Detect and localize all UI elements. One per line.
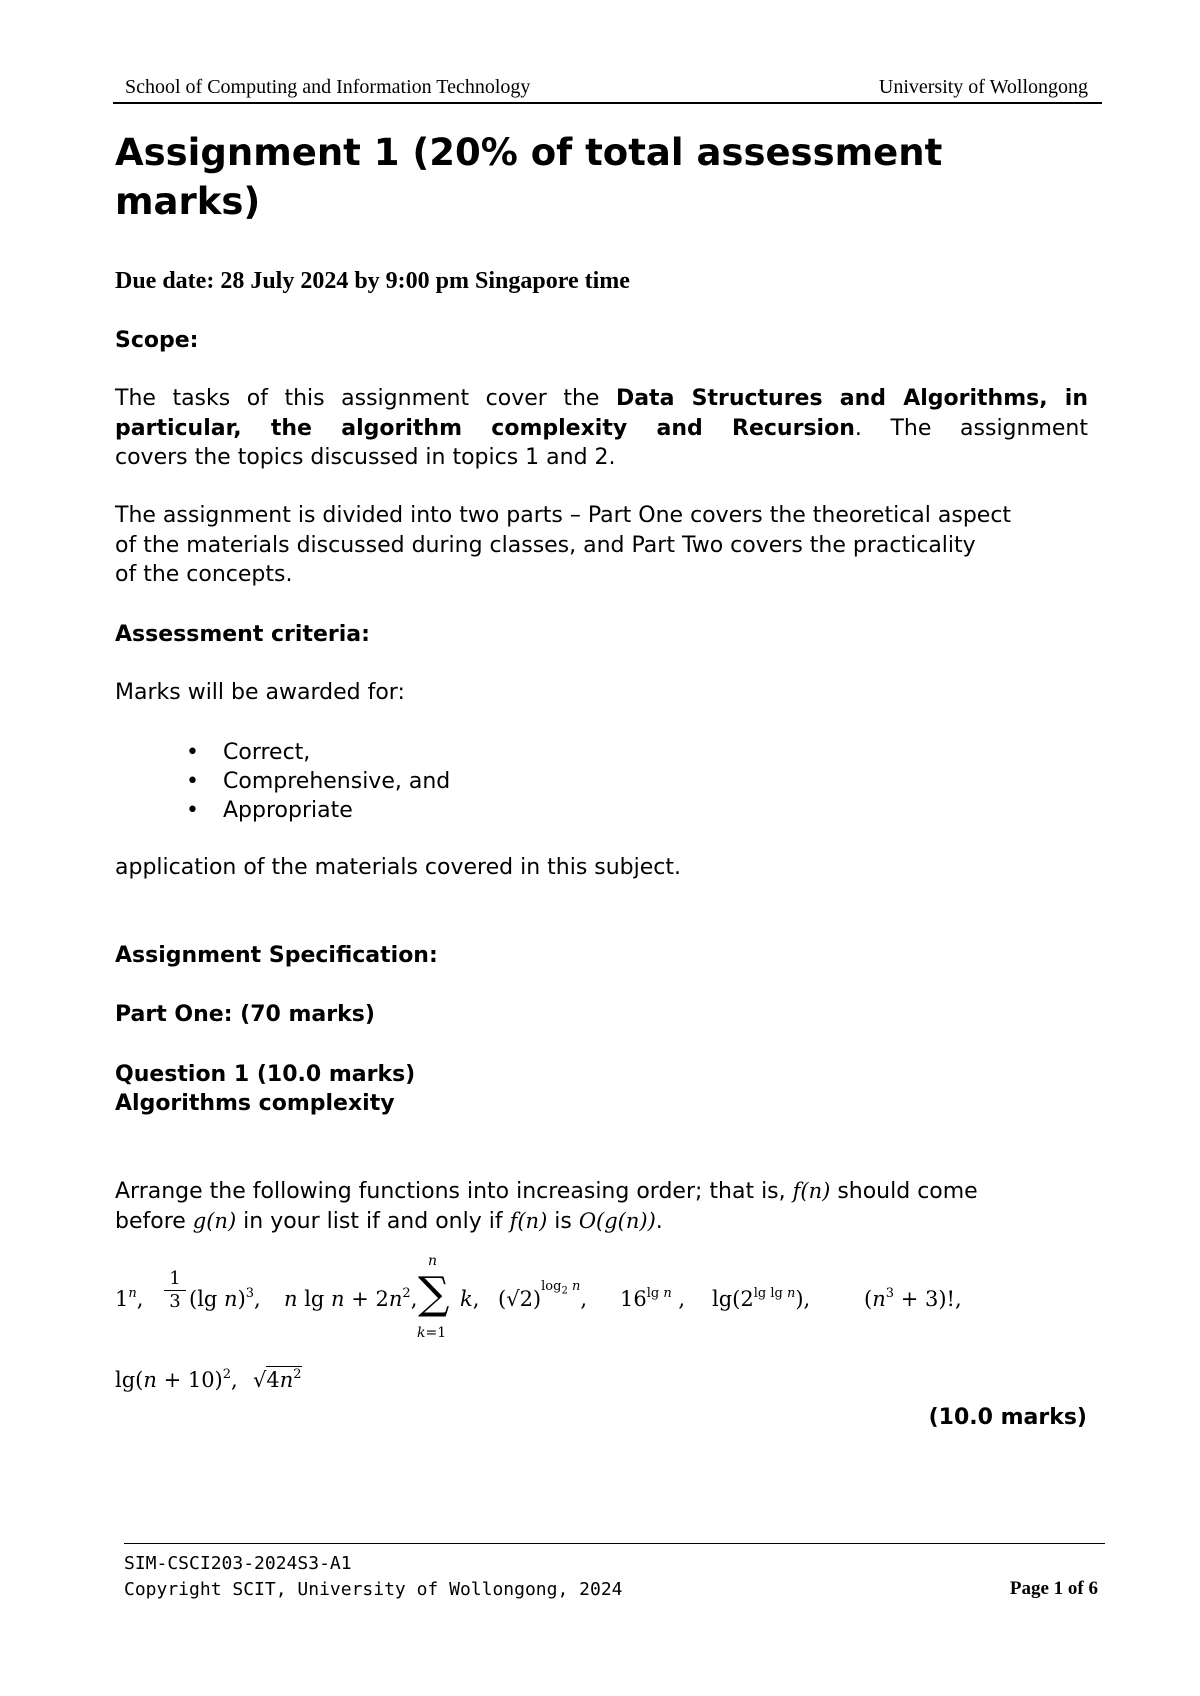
question-1-line-2: before g(n) in your list if and only if f(n) is O(g(n)). <box>115 1209 663 1234</box>
sum-sigma-icon: ∑ <box>418 1268 450 1319</box>
parts-line-3: of the concepts. <box>115 562 293 587</box>
criteria-item-correct: • Correct, <box>115 738 450 767</box>
footer-divider <box>124 1543 1105 1544</box>
criteria-item-comprehensive: • Comprehensive, and <box>115 767 450 796</box>
question-1-subtitle: Algorithms complexity <box>115 1091 395 1116</box>
function-n3-plus-3-factorial: $(n^3 + 3)$!, <box>864 1286 962 1311</box>
page-header <box>113 74 1102 104</box>
question-1-title: Question 1 (10.0 marks) <box>115 1062 416 1087</box>
due-date: Due date: 28 July 2024 by 9:00 pm Singapore time <box>115 268 630 294</box>
function-one-to-n: 1$^n$, <box>115 1286 144 1311</box>
function-lg-n-plus-10-squared: $\lg(n + 10)^2$, <box>115 1367 238 1392</box>
header-school: School of Computing and Information Technology <box>125 76 531 98</box>
parts-line-2: of the materials discussed during classes, and Part Two covers the practicality <box>115 533 976 558</box>
header-university: University of Wollongong <box>878 76 1088 98</box>
assessment-outro: application of the materials covered in this subject. <box>115 855 682 880</box>
part-one-heading: Part One: (70 marks) <box>115 1002 375 1027</box>
function-16-pow-lg-n: $16^{lg n}$ , <box>620 1286 686 1311</box>
scope-heading: Scope: <box>115 328 199 353</box>
function-sqrt-4n2: $√4n^2$ <box>253 1367 302 1392</box>
function-lg-2-pow-lglgn: $\lg(2^{lg lg n})$, <box>712 1286 811 1311</box>
parts-line-1: The assignment is divided into two parts – Part One covers the theoretical aspect <box>115 503 1012 528</box>
function-sum-k: k, <box>460 1287 480 1311</box>
function-n-lg-n-plus-2n2: n $\lg n + 2n^2$, <box>284 1286 418 1311</box>
question-1-line-1: Arrange the following functions into increasing order; that is, f(n) should come <box>115 1179 978 1204</box>
page-number: Page 1 of 6 <box>1009 1578 1098 1599</box>
function-sqrt2-pow-log2n: $(√2)^{log_2 n}$, <box>498 1279 588 1311</box>
question-1-marks: (10.0 marks) <box>928 1405 1087 1430</box>
footer-code: SIM-CSCI203-2024S3-A1 <box>124 1553 352 1574</box>
criteria-list <box>115 738 450 825</box>
sum-lower-limit: k=1 <box>417 1325 447 1341</box>
scope-line-1: The tasks of this assignment cover the Data Structures and Algorithms, in <box>115 386 1088 411</box>
assessment-heading: Assessment criteria: <box>115 622 370 647</box>
sum-upper-limit: n <box>428 1253 438 1269</box>
scope-line-3: covers the topics discussed in topics 1 and 2. <box>115 445 616 470</box>
function-one-third-lg-cubed: (lg n)$^3$, <box>189 1286 261 1311</box>
spec-heading: Assignment Specification: <box>115 943 438 968</box>
scope-line-2: particular, the algorithm complexity and Recursion. The assignment <box>115 416 1088 441</box>
assessment-intro: Marks will be awarded for: <box>115 680 405 705</box>
assignment-title: Assignment 1 (20% of total assessment marks) <box>115 131 943 223</box>
footer-copyright: Copyright SCIT, University of Wollongong, 2024 <box>124 1579 623 1600</box>
function-one-third-fraction: 1 3 <box>164 1268 186 1313</box>
criteria-item-appropriate: • Appropriate <box>115 796 450 825</box>
